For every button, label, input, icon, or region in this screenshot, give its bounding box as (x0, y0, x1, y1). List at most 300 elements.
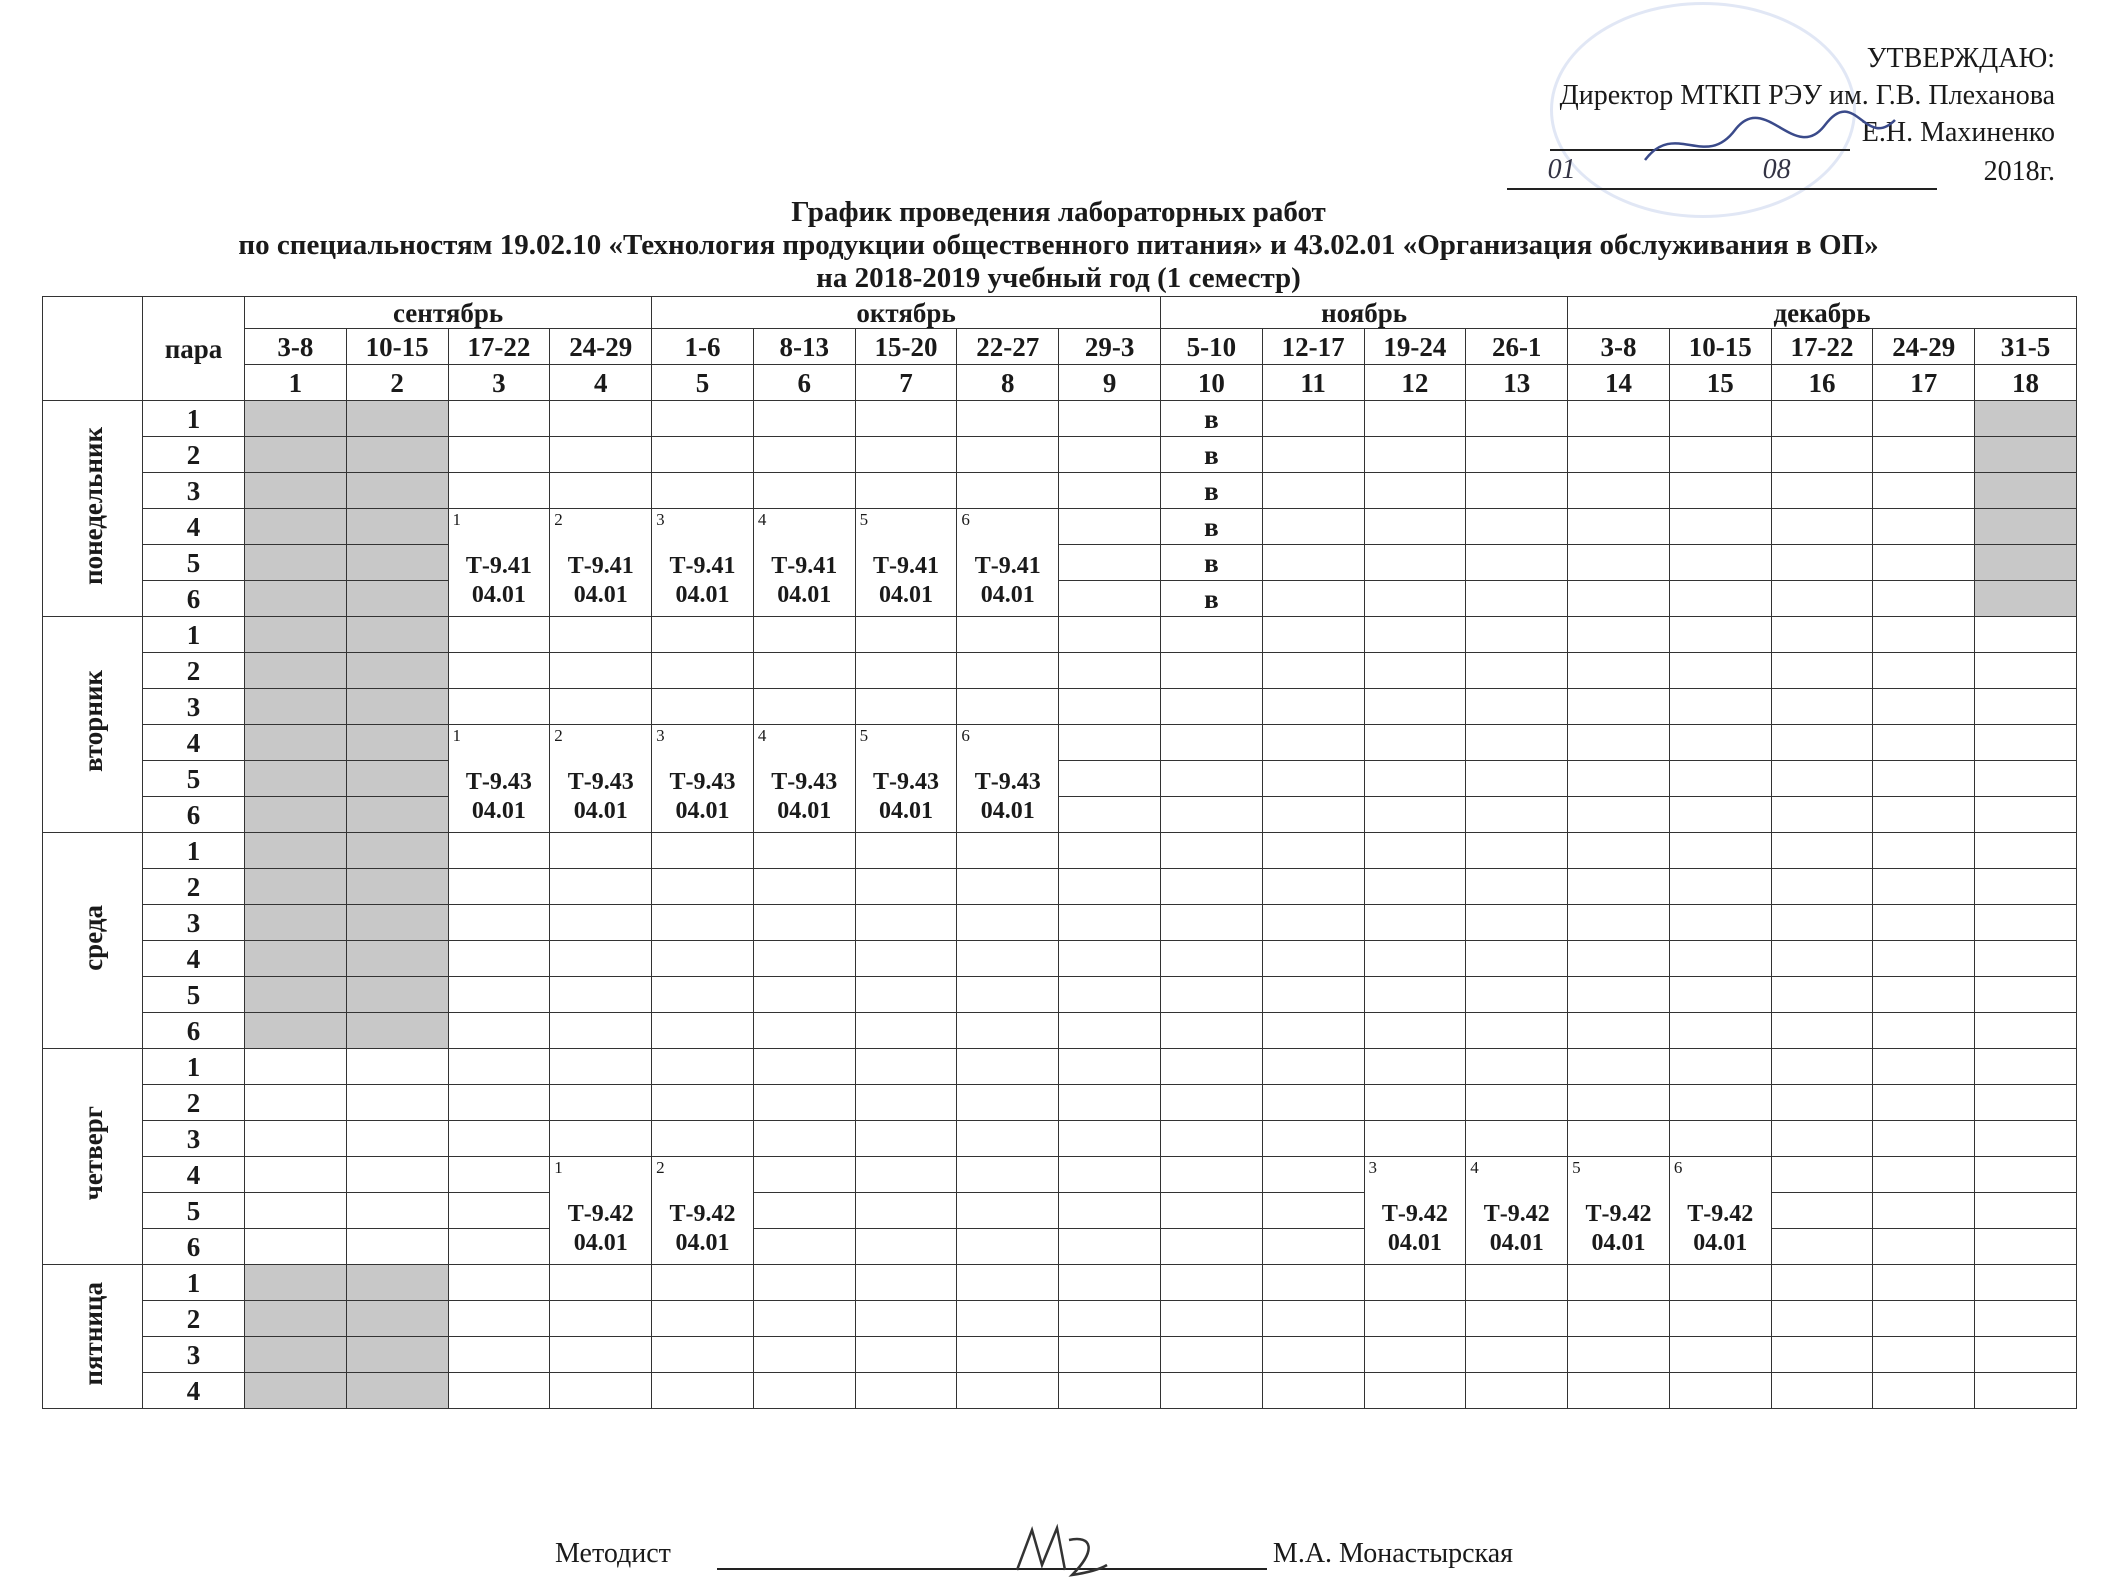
lab-entry-cell (652, 1157, 754, 1265)
schedule-cell (1262, 1229, 1364, 1265)
schedule-cell (550, 653, 652, 689)
schedule-cell (855, 473, 957, 509)
approval-title: УТВЕРЖДАЮ: (1866, 43, 2055, 74)
schedule-cell (245, 977, 347, 1013)
schedule-cell (1262, 617, 1364, 653)
schedule-cell (1161, 1013, 1263, 1049)
schedule-cell (1975, 869, 2077, 905)
pair-number: 1 (143, 401, 245, 437)
entry-number: 4 (757, 726, 767, 745)
schedule-cell (652, 1121, 754, 1157)
approval-day: 01 (1507, 151, 1617, 190)
schedule-cell (1161, 689, 1263, 725)
schedule-cell (1262, 509, 1364, 545)
schedule-cell (1771, 1229, 1873, 1265)
week-number: 8 (957, 365, 1059, 401)
schedule-cell (1059, 653, 1161, 689)
schedule-cell (1568, 653, 1670, 689)
schedule-cell (448, 1373, 550, 1409)
schedule-cell (652, 1373, 754, 1409)
week-number: 16 (1771, 365, 1873, 401)
schedule-cell (1771, 905, 1873, 941)
entry-date: 04.01 (573, 582, 628, 608)
schedule-cell (652, 1265, 754, 1301)
day-label: понедельник (77, 426, 108, 585)
schedule-cell (753, 833, 855, 869)
schedule-cell (550, 977, 652, 1013)
week-number: 18 (1975, 365, 2077, 401)
schedule-cell (1161, 1193, 1263, 1229)
title-line-2: по специальностям 19.02.10 «Технология продукции общественного питания» и 43.02.01 «Организация обслуживания в ОП» (238, 229, 1879, 261)
lab-entry-cell (753, 725, 855, 833)
schedule-cell (1059, 473, 1161, 509)
pair-number: 4 (143, 1373, 245, 1409)
schedule-cell (1059, 1229, 1161, 1265)
pair-number: 3 (143, 1121, 245, 1157)
schedule-cell (1364, 437, 1466, 473)
schedule-cell (1059, 401, 1161, 437)
schedule-cell (855, 401, 957, 437)
schedule-cell (1873, 1301, 1975, 1337)
schedule-cell (1669, 797, 1771, 833)
pair-row (43, 1121, 2077, 1157)
schedule-cell (346, 1121, 448, 1157)
entry-date: 04.01 (879, 582, 934, 608)
schedule-cell (1466, 1121, 1568, 1157)
schedule-cell (652, 437, 754, 473)
pair-number: 4 (143, 725, 245, 761)
schedule-cell (1975, 761, 2077, 797)
day-label: среда (77, 904, 108, 971)
week-range: 1-6 (652, 329, 754, 365)
week-range: 15-20 (855, 329, 957, 365)
pair-row (43, 905, 2077, 941)
schedule-cell (957, 401, 1059, 437)
entry-number: 6 (961, 510, 970, 529)
pair-number: 2 (143, 869, 245, 905)
schedule-cell (1771, 833, 1873, 869)
schedule-cell (550, 1049, 652, 1085)
schedule-cell (1669, 401, 1771, 437)
schedule-cell (448, 1157, 550, 1193)
schedule-cell (1771, 1337, 1873, 1373)
schedule-cell (1059, 1049, 1161, 1085)
schedule-cell (448, 1265, 550, 1301)
entry-number: 1 (452, 726, 462, 745)
schedule-cell (550, 617, 652, 653)
entry-group: Т-9.42 (1483, 1201, 1550, 1227)
schedule-cell (753, 905, 855, 941)
schedule-cell (1466, 977, 1568, 1013)
schedule-cell (1568, 1049, 1670, 1085)
schedule-cell (855, 617, 957, 653)
schedule-cell (1059, 725, 1161, 761)
schedule-cell (346, 1337, 448, 1373)
schedule-cell (652, 1301, 754, 1337)
entry-date: 04.01 (1489, 1230, 1544, 1256)
schedule-cell (1466, 833, 1568, 869)
schedule-cell (1873, 545, 1975, 581)
schedule-cell (1873, 725, 1975, 761)
schedule-cell (245, 1157, 347, 1193)
week-number: 15 (1669, 365, 1771, 401)
week-range: 10-15 (1669, 329, 1771, 365)
schedule-cell (1466, 545, 1568, 581)
schedule-cell (550, 905, 652, 941)
schedule-cell (1059, 1265, 1161, 1301)
schedule-cell (855, 833, 957, 869)
schedule-cell (1262, 1265, 1364, 1301)
schedule-cell (1059, 1121, 1161, 1157)
pair-number: 1 (143, 1049, 245, 1085)
schedule-cell (1059, 689, 1161, 725)
schedule-cell (346, 1301, 448, 1337)
schedule-cell (448, 905, 550, 941)
week-range: 31-5 (1975, 329, 2077, 365)
schedule-cell (1262, 473, 1364, 509)
lab-entry-cell (957, 509, 1059, 617)
holiday-mark: в (1161, 437, 1263, 473)
schedule-cell (957, 1301, 1059, 1337)
approval-position: Директор МТКП РЭУ им. Г.В. Плеханова (1559, 80, 2055, 111)
week-number: 2 (346, 365, 448, 401)
schedule-cell (1771, 869, 1873, 905)
entry-number: 1 (452, 510, 462, 529)
pair-row (43, 977, 2077, 1013)
pair-number: 2 (143, 1301, 245, 1337)
pair-row (43, 437, 2077, 473)
schedule-cell (346, 545, 448, 581)
entry-number: 6 (961, 726, 970, 745)
schedule-cell (1873, 1265, 1975, 1301)
schedule-cell (1466, 1265, 1568, 1301)
schedule-cell (550, 1301, 652, 1337)
schedule-cell (550, 473, 652, 509)
schedule-cell (1568, 617, 1670, 653)
schedule-cell (1161, 1265, 1263, 1301)
schedule-cell (1873, 473, 1975, 509)
pair-number: 6 (143, 797, 245, 833)
schedule-cell (753, 1337, 855, 1373)
schedule-cell (1669, 473, 1771, 509)
schedule-cell (855, 1049, 957, 1085)
entry-group: Т-9.43 (567, 769, 634, 795)
lab-entry-cell (550, 509, 652, 617)
schedule-cell (855, 437, 957, 473)
schedule-cell (753, 689, 855, 725)
footer-role: Методист (555, 1538, 671, 1569)
schedule-cell (652, 617, 754, 653)
pair-number: 1 (143, 833, 245, 869)
schedule-cell (1873, 1013, 1975, 1049)
schedule-cell (855, 1337, 957, 1373)
schedule-cell (1466, 509, 1568, 545)
schedule-cell (346, 581, 448, 617)
schedule-cell (448, 1013, 550, 1049)
schedule-cell (1771, 1373, 1873, 1409)
schedule-cell (1669, 1121, 1771, 1157)
schedule-cell (245, 869, 347, 905)
day-friday (43, 1265, 143, 1409)
entry-date: 04.01 (777, 798, 832, 824)
schedule-cell (957, 617, 1059, 653)
schedule-cell (1364, 1337, 1466, 1373)
schedule-cell (1975, 1193, 2077, 1229)
schedule-cell (346, 1229, 448, 1265)
schedule-cell (550, 833, 652, 869)
schedule-cell (448, 689, 550, 725)
schedule-cell (245, 509, 347, 545)
entry-group: Т-9.42 (1585, 1201, 1652, 1227)
schedule-cell (1262, 689, 1364, 725)
schedule-cell (1568, 1373, 1670, 1409)
schedule-cell (448, 617, 550, 653)
lab-entry-cell (1364, 1157, 1466, 1265)
schedule-cell (1873, 1049, 1975, 1085)
schedule-cell (1262, 1337, 1364, 1373)
footer-name: М.А. Монастырская (1272, 1538, 1514, 1569)
schedule-cell (957, 437, 1059, 473)
schedule-cell (753, 1013, 855, 1049)
holiday-mark: в (1161, 473, 1263, 509)
schedule-cell (1161, 1337, 1263, 1373)
schedule-cell (1161, 761, 1263, 797)
pair-number: 6 (143, 581, 245, 617)
schedule-cell (245, 797, 347, 833)
week-number: 14 (1568, 365, 1670, 401)
schedule-cell (1262, 797, 1364, 833)
schedule-cell (346, 437, 448, 473)
schedule-cell (1466, 941, 1568, 977)
day-label: вторник (77, 670, 108, 773)
week-number: 10 (1161, 365, 1263, 401)
schedule-cell (448, 833, 550, 869)
schedule-cell (652, 869, 754, 905)
schedule-cell (1466, 1301, 1568, 1337)
entry-number: 3 (656, 726, 665, 745)
pair-row (43, 1049, 2077, 1085)
schedule-cell (1873, 581, 1975, 617)
schedule-cell (1771, 761, 1873, 797)
schedule-cell (1669, 833, 1771, 869)
schedule-cell (245, 1265, 347, 1301)
para-header: пара (143, 297, 245, 401)
schedule-cell (245, 941, 347, 977)
week-number: 12 (1364, 365, 1466, 401)
schedule-cell (1771, 473, 1873, 509)
pair-number: 3 (143, 1337, 245, 1373)
schedule-cell (753, 653, 855, 689)
schedule-cell (1161, 1229, 1263, 1265)
schedule-cell (1262, 437, 1364, 473)
schedule-cell (1771, 1301, 1873, 1337)
schedule-cell (957, 833, 1059, 869)
schedule-cell (346, 761, 448, 797)
entry-number: 1 (554, 1158, 563, 1177)
schedule-cell (1466, 401, 1568, 437)
schedule-cell (1364, 1049, 1466, 1085)
schedule-cell (1975, 1085, 2077, 1121)
schedule-cell (1568, 725, 1670, 761)
schedule-cell (245, 689, 347, 725)
schedule-cell (1466, 653, 1568, 689)
schedule-cell (1161, 1085, 1263, 1121)
schedule-cell (346, 905, 448, 941)
schedule-cell (245, 617, 347, 653)
schedule-cell (1669, 689, 1771, 725)
schedule-cell (1669, 905, 1771, 941)
schedule-cell (1873, 1121, 1975, 1157)
schedule-cell (1568, 797, 1670, 833)
schedule-cell (1568, 977, 1670, 1013)
week-range: 3-8 (1568, 329, 1670, 365)
schedule-cell (1771, 941, 1873, 977)
schedule-cell (346, 725, 448, 761)
schedule-cell (1771, 401, 1873, 437)
schedule-cell (652, 977, 754, 1013)
schedule-cell (1262, 545, 1364, 581)
entry-number: 6 (1673, 1158, 1683, 1177)
lab-entry-cell (448, 509, 550, 617)
schedule-cell (1873, 905, 1975, 941)
schedule-cell (1568, 833, 1670, 869)
schedule-cell (1059, 941, 1161, 977)
schedule-cell (1568, 545, 1670, 581)
schedule-cell (855, 869, 957, 905)
week-number: 17 (1873, 365, 1975, 401)
schedule-cell (1873, 1157, 1975, 1193)
pair-number: 2 (143, 653, 245, 689)
pair-row (43, 581, 2077, 617)
schedule-cell (1568, 509, 1670, 545)
schedule-cell (1873, 761, 1975, 797)
lab-entry-cell (448, 725, 550, 833)
schedule-cell (855, 905, 957, 941)
schedule-cell (448, 1193, 550, 1229)
entry-number: 3 (656, 510, 665, 529)
schedule-cell (1161, 617, 1263, 653)
schedule-cell (245, 1337, 347, 1373)
pair-number: 5 (143, 545, 245, 581)
schedule-cell (245, 437, 347, 473)
schedule-cell (245, 1049, 347, 1085)
schedule-cell (1568, 401, 1670, 437)
schedule-cell (957, 1373, 1059, 1409)
schedule-cell (1873, 977, 1975, 1013)
schedule-cell (245, 725, 347, 761)
schedule-cell (1059, 581, 1161, 617)
entry-group: Т-9.42 (567, 1201, 634, 1227)
schedule-cell (1364, 761, 1466, 797)
schedule-cell (550, 1121, 652, 1157)
schedule-cell (245, 1301, 347, 1337)
entry-group: Т-9.43 (669, 769, 736, 795)
weeks-row (43, 329, 2077, 365)
schedule-cell (1669, 1085, 1771, 1121)
schedule-cell (1364, 869, 1466, 905)
schedule-cell (1364, 1265, 1466, 1301)
schedule-cell (1262, 977, 1364, 1013)
lab-entry-cell (855, 725, 957, 833)
schedule-cell (957, 689, 1059, 725)
schedule-cell (1568, 437, 1670, 473)
schedule-cell (957, 977, 1059, 1013)
schedule-cell (346, 1013, 448, 1049)
month-november: ноябрь (1161, 297, 1568, 329)
schedule-cell (1059, 437, 1161, 473)
schedule-cell (1975, 1301, 2077, 1337)
schedule-cell (1771, 653, 1873, 689)
pair-number: 4 (143, 1157, 245, 1193)
schedule-cell (1161, 833, 1263, 869)
schedule-cell (1568, 1121, 1670, 1157)
schedule-cell (1771, 797, 1873, 833)
methodist-signature (1007, 1520, 1117, 1590)
schedule-cell (1262, 1373, 1364, 1409)
holiday-mark: в (1161, 509, 1263, 545)
pair-number: 5 (143, 761, 245, 797)
schedule-cell (652, 1085, 754, 1121)
corner-cell (43, 297, 143, 401)
schedule-cell (1873, 437, 1975, 473)
schedule-cell (855, 1373, 957, 1409)
schedule-cell (245, 761, 347, 797)
schedule-cell (957, 941, 1059, 977)
schedule-cell (1568, 869, 1670, 905)
pair-row (43, 1013, 2077, 1049)
schedule-cell (1059, 869, 1161, 905)
schedule-cell (550, 437, 652, 473)
schedule-cell (1466, 473, 1568, 509)
pair-row (43, 725, 2077, 761)
schedule-cell (245, 473, 347, 509)
week-number: 11 (1262, 365, 1364, 401)
schedule-cell (550, 1265, 652, 1301)
schedule-cell (1975, 653, 2077, 689)
schedule-cell (1059, 1085, 1161, 1121)
pair-row (43, 689, 2077, 725)
schedule-cell (1262, 1121, 1364, 1157)
schedule-cell (1975, 833, 2077, 869)
schedule-cell (1161, 1301, 1263, 1337)
week-range: 29-3 (1059, 329, 1161, 365)
entry-number: 2 (656, 1158, 665, 1177)
pair-number: 3 (143, 473, 245, 509)
schedule-cell (753, 1301, 855, 1337)
schedule-cell (1669, 725, 1771, 761)
week-range: 12-17 (1262, 329, 1364, 365)
schedule-cell (1568, 1265, 1670, 1301)
week-number: 6 (753, 365, 855, 401)
schedule-cell (1669, 1337, 1771, 1373)
schedule-cell (346, 941, 448, 977)
day-tuesday (43, 617, 143, 833)
schedule-cell (550, 1085, 652, 1121)
schedule-cell (957, 653, 1059, 689)
schedule-cell (1669, 1301, 1771, 1337)
entry-group: Т-9.43 (771, 769, 838, 795)
schedule-cell (346, 689, 448, 725)
pair-row (43, 509, 2077, 545)
entry-group: Т-9.41 (974, 553, 1041, 579)
schedule-cell (652, 473, 754, 509)
schedule-cell (1262, 905, 1364, 941)
schedule-cell (1262, 1049, 1364, 1085)
pair-row (43, 1085, 2077, 1121)
entry-group: Т-9.42 (1687, 1201, 1754, 1227)
schedule-cell (1975, 1049, 2077, 1085)
schedule-cell (1975, 581, 2077, 617)
